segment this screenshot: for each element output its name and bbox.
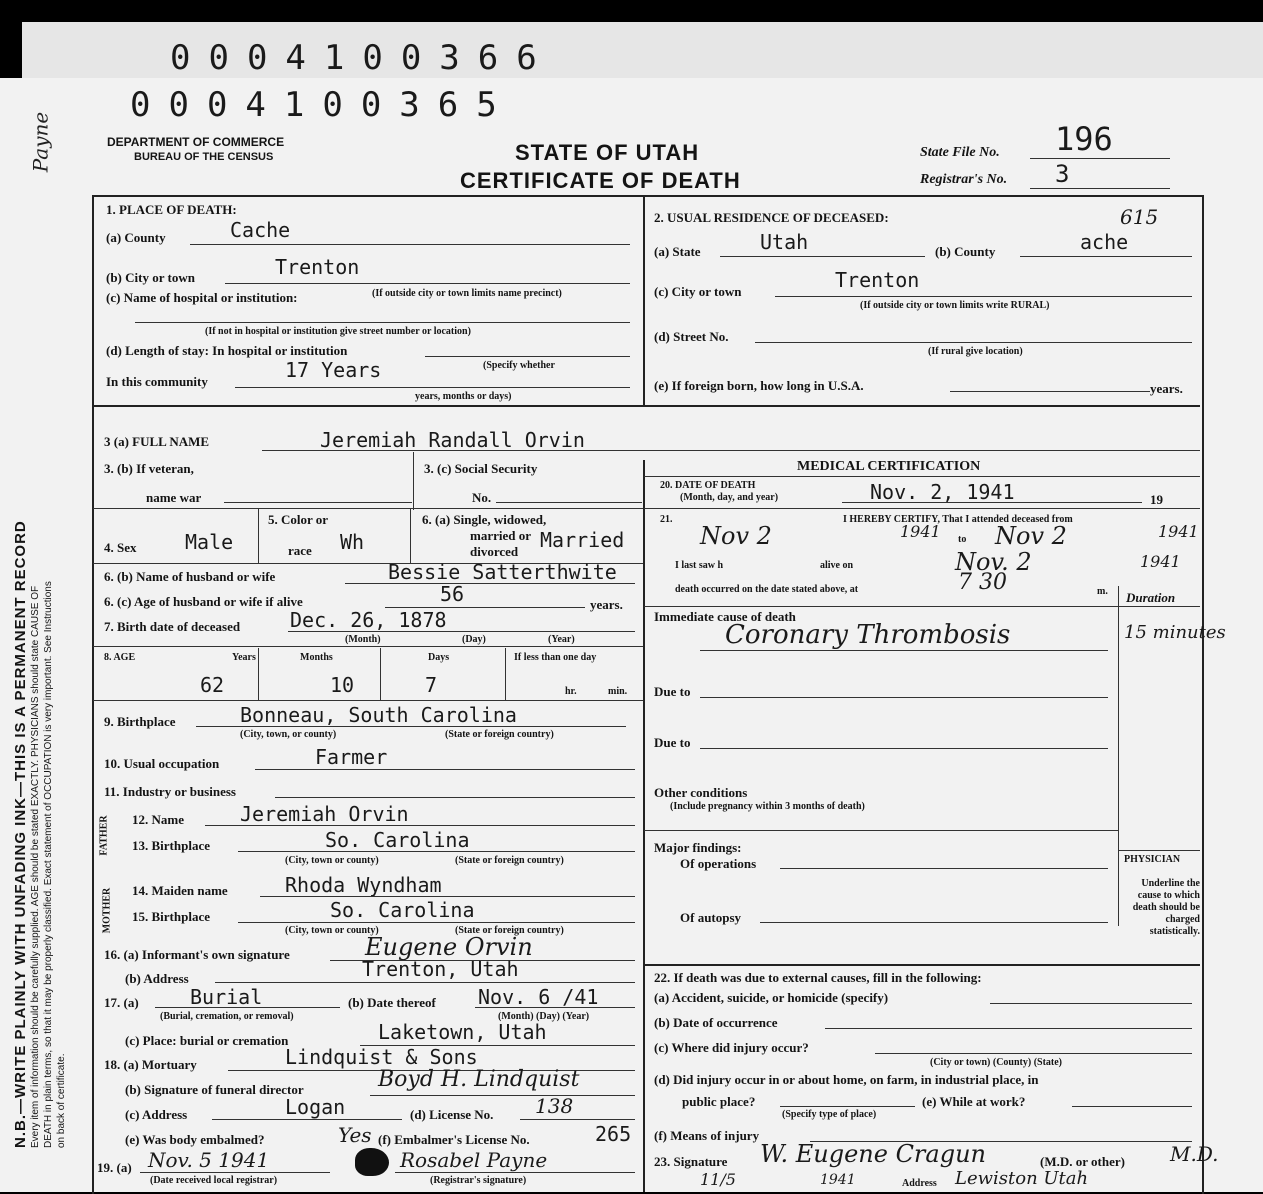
informant-address-line (215, 982, 635, 983)
hospital-line (135, 322, 630, 323)
medical-certification-heading: MEDICAL CERTIFICATION (797, 459, 981, 474)
county-value: Cache (230, 218, 291, 242)
other-conditions-label: Other conditions (654, 785, 748, 800)
due-to-label-1: Due to (654, 684, 691, 699)
license-label: (d) License No. (410, 1107, 494, 1122)
accident-label: (a) Accident, suicide, or homicide (specify) (654, 990, 889, 1005)
sex-label: 4. Sex (104, 540, 137, 555)
burial-date-note: (Month) (Day) (Year) (498, 1011, 590, 1022)
autopsy-line (760, 922, 1108, 923)
burial-date-value: Nov. 6 /41 (478, 985, 599, 1009)
city-label: (b) City or town (106, 270, 195, 285)
death-occurred-label: death occurred on the date stated above, at (675, 584, 859, 595)
industry-label: 11. Industry or business (104, 784, 236, 799)
burial-label: 17. (a) (104, 995, 139, 1010)
mother-name-value: Rhoda Wyndham (285, 873, 442, 897)
father-birthplace-value: So. Carolina (325, 828, 470, 852)
registrar-signature-line (395, 1172, 635, 1173)
residence-city-note: (If outside city or town limits write RURAL) (860, 300, 1050, 311)
mortuary-label: 18. (a) Mortuary (104, 1057, 197, 1072)
attended-to-year: 1941 (1158, 522, 1199, 541)
serial-number: 0004100365 (130, 85, 515, 125)
date-of-death-value: Nov. 2, 1941 (870, 480, 1015, 504)
medical-row-1 (644, 508, 1200, 509)
duration-divider (1118, 586, 1119, 926)
registrar-no-line (1030, 188, 1170, 189)
marital-label-3: divorced (470, 544, 519, 559)
public-place-label: public place? (682, 1094, 756, 1109)
father-birthplace-line (238, 851, 635, 852)
registrar-date-value: Nov. 5 1941 (148, 1148, 270, 1172)
residence-heading: 2. USUAL RESIDENCE OF DECEASED: (654, 210, 889, 225)
operations-line (780, 868, 1108, 869)
permanent-record-notice: N.B.—WRITE PLAINLY WITH UNFADING INK—THIS IS A PERMANENT RECORD (12, 520, 29, 1148)
age-days-label: Days (428, 652, 450, 663)
registrar-no-value: 3 (1055, 160, 1070, 188)
age-months-label: Months (300, 652, 333, 663)
community-line (235, 387, 630, 388)
informant-signature-label: 16. (a) Informant's own signature (104, 947, 290, 962)
veteran-divider (413, 452, 414, 510)
father-state-note: (State or foreign country) (455, 855, 564, 866)
father-tag: FATHER (98, 815, 110, 856)
occupation-value: Farmer (315, 745, 388, 769)
occupation-line (255, 769, 635, 770)
while-at-work-line (1072, 1106, 1192, 1107)
stay-line (425, 356, 630, 357)
md-label: (M.D. or other) (1040, 1154, 1125, 1169)
color-label: 5. Color or (268, 512, 329, 527)
embalmer-license-value: 265 (595, 1122, 632, 1146)
community-value: 17 Years (285, 358, 382, 382)
burial-line (155, 1007, 340, 1008)
injury-home-label: (d) Did injury occur in or about home, on farm, in industrial place, in (654, 1072, 1039, 1087)
mother-tag: MOTHER (101, 887, 113, 934)
residence-city-line (775, 296, 1192, 297)
sidebar-handwriting: Payne (28, 111, 53, 173)
registrar-signature-value: Rosabel Payne (400, 1148, 548, 1172)
row-divider-1 (93, 508, 643, 509)
while-at-work-label: (e) While at work? (922, 1094, 1026, 1109)
signature-year-value: 1941 (820, 1172, 856, 1188)
physician-signature-label: 23. Signature (654, 1154, 728, 1169)
death-time-value: 7 30 (958, 570, 1007, 595)
birth-day-note: (Day) (462, 634, 486, 645)
street-note: (If not in hospital or institution give street number or location) (205, 326, 471, 337)
external-section-divider (644, 964, 1200, 966)
state-file-line (1030, 158, 1170, 159)
residence-county-label: (b) County (935, 244, 996, 259)
instruction-line-2: DEATH in plain terms, so that it may be properly classified. Exact statement of OCCUPATION is very important. See Instructions (43, 581, 54, 1148)
mortuary-value: Lindquist & Sons (285, 1045, 478, 1069)
autopsy-label: Of autopsy (680, 910, 742, 925)
operations-label: Of operations (680, 856, 757, 871)
attended-from-year: 1941 (900, 522, 941, 541)
burial-date-line (475, 1007, 635, 1008)
injury-place-label: (c) Where did injury occur? (654, 1040, 809, 1055)
major-findings-label: Major findings: (654, 840, 742, 855)
race-divider (410, 508, 411, 564)
physician-line (1118, 850, 1200, 851)
funeral-director-label: (b) Signature of funeral director (125, 1082, 304, 1097)
social-security-line (496, 502, 642, 503)
state-file-label: State File No. (920, 145, 1000, 160)
spouse-age-suffix: years. (590, 597, 623, 612)
date-of-occurrence-line (825, 1028, 1192, 1029)
column-divider-bottom (643, 460, 645, 1192)
alive-on-label: alive on (820, 560, 854, 571)
city-value: Trenton (275, 255, 360, 279)
instruction-line-3: on back of certificate. (56, 1053, 67, 1148)
residence-county-value: ache (1080, 230, 1129, 254)
father-name-label: 12. Name (132, 812, 184, 827)
spouse-age-value: 56 (440, 582, 465, 606)
age-hr-label: hr. (565, 686, 577, 697)
place-of-death-heading: 1. PLACE OF DEATH: (106, 202, 237, 217)
stay-label: (d) Length of stay: In hospital or institution (106, 343, 348, 358)
residence-state-value: Utah (760, 230, 809, 254)
occupation-label: 10. Usual occupation (104, 756, 220, 771)
specify-note: (Specify whether (483, 360, 555, 371)
public-place-note: (Specify type of place) (782, 1109, 877, 1120)
county-line (190, 244, 630, 245)
birth-month-note: (Month) (345, 634, 381, 645)
medical-row-2 (644, 606, 1200, 607)
immediate-cause-label: Immediate cause of death (654, 609, 796, 624)
birthplace-label: 9. Birthplace (104, 714, 176, 729)
residence-street-note: (If rural give location) (928, 346, 1023, 357)
race-label: race (288, 543, 312, 558)
registrar-ink-blot (355, 1148, 389, 1176)
funeral-director-line (370, 1095, 635, 1096)
date-of-occurrence-label: (b) Date of occurrence (654, 1015, 778, 1030)
last-saw-value: Nov. 2 (955, 548, 1032, 576)
foreign-born-label: (e) If foreign born, how long in U.S.A. (654, 378, 864, 393)
veteran-label: 3. (b) If veteran, (104, 461, 194, 476)
mortuary-address-line (212, 1119, 402, 1120)
county-label: (a) County (106, 230, 166, 245)
spouse-line (345, 583, 635, 584)
city-line (225, 283, 630, 284)
age-months-value: 10 (330, 673, 355, 697)
foreign-born-suffix: years. (1150, 381, 1183, 396)
form-title: CERTIFICATE OF DEATH (460, 168, 741, 193)
death-time-suffix: m. (1097, 586, 1108, 597)
residence-state-label: (a) State (654, 244, 701, 259)
serial-number-top: 0004100366 (170, 38, 555, 78)
spouse-value: Bessie Satterthwite (388, 560, 617, 584)
sidebar-instructions (12, 348, 68, 1148)
due-to-label-2: Due to (654, 735, 691, 750)
bureau-label: BUREAU OF THE CENSUS (134, 151, 274, 163)
mother-birthplace-value: So. Carolina (330, 898, 475, 922)
spouse-label: 6. (b) Name of husband or wife (104, 569, 276, 584)
mother-name-label: 14. Maiden name (132, 883, 228, 898)
full-name-value: Jeremiah Randall Orvin (320, 428, 585, 452)
section-divider (93, 405, 1200, 407)
row-divider-4 (93, 700, 643, 701)
attended-to-label: to (958, 534, 967, 545)
injury-place-line (875, 1053, 1192, 1054)
date-of-death-note: (Month, day, and year) (680, 492, 779, 503)
date-of-death-line (842, 502, 1142, 503)
embalmer-license-label: (f) Embalmer's License No. (378, 1132, 530, 1147)
residence-state-line (720, 256, 925, 257)
community-label: In this community (106, 374, 208, 389)
other-conditions-note: (Include pregnancy within 3 months of death) (670, 801, 865, 812)
license-line (520, 1119, 635, 1120)
registrar-date-note: (Date received local registrar) (150, 1175, 278, 1186)
mortuary-address-value: Logan (285, 1095, 346, 1119)
veteran-line (224, 502, 412, 503)
physician-signature-value: W. Eugene Cragun (760, 1140, 986, 1168)
mother-name-line (260, 896, 635, 897)
residence-city-value: Trenton (835, 268, 920, 292)
full-name-label: 3 (a) FULL NAME (104, 434, 210, 449)
informant-signature-value: Eugene Orvin (365, 933, 533, 961)
medical-heading-line (644, 476, 1200, 477)
last-saw-label: I last saw h (675, 560, 724, 571)
age-less-label: If less than one day (514, 652, 597, 663)
specify-note-2: years, months or days) (415, 391, 512, 402)
license-value: 138 (535, 1094, 574, 1118)
burial-place-label: (c) Place: burial or cremation (125, 1033, 289, 1048)
burial-value: Burial (190, 985, 263, 1009)
mother-birthplace-label: 15. Birthplace (132, 909, 210, 924)
birth-date-label: 7. Birth date of deceased (104, 619, 241, 634)
date-of-death-label: 20. DATE OF DEATH (660, 480, 756, 491)
marital-label: 6. (a) Single, widowed, (422, 512, 547, 527)
residence-city-label: (c) City or town (654, 284, 742, 299)
father-city-note: (City, town or county) (285, 855, 379, 866)
medical-row-3 (644, 830, 1118, 831)
embalmed-label: (e) Was body embalmed? (125, 1132, 265, 1147)
informant-address-value: Trenton, Utah (362, 957, 519, 981)
external-causes-heading: 22. If death was due to external causes, fill in the following: (654, 970, 982, 985)
birthplace-line (196, 726, 626, 727)
marital-label-2: married or (470, 528, 532, 543)
mother-birthplace-line (238, 922, 635, 923)
sex-divider (258, 508, 259, 564)
residence-street-line (755, 342, 1192, 343)
column-divider-top (643, 196, 645, 406)
veteran-war-label: name war (146, 490, 202, 505)
spouse-age-label: 6. (c) Age of husband or wife if alive (104, 594, 303, 609)
burial-note: (Burial, cremation, or removal) (160, 1011, 294, 1022)
birth-date-value: Dec. 26, 1878 (290, 608, 447, 632)
full-name-line (262, 450, 1200, 451)
informant-address-label: (b) Address (125, 971, 189, 986)
duration-label: Duration (1126, 590, 1176, 605)
age-years-label: Years (232, 652, 256, 663)
birthplace-value: Bonneau, South Carolina (240, 703, 517, 727)
birthplace-state-note: (State or foreign country) (445, 729, 554, 740)
item-21-label: 21. (660, 514, 673, 525)
age-divider-2 (380, 648, 381, 700)
underline-note: Underline the cause to which death should be charged statistically. (1132, 878, 1200, 937)
attended-from-value: Nov 2 (700, 522, 772, 550)
registrar-date-line (140, 1172, 330, 1173)
father-name-line (205, 825, 635, 826)
father-name-value: Jeremiah Orvin (240, 802, 409, 826)
instruction-line-1: Every item of information should be carefully supplied. AGE should be stated EXACTLY. PHYSICIANS should state CAUSE OF (30, 585, 41, 1148)
registrar-no-label: Registrar's No. (920, 172, 1008, 187)
age-years-value: 62 (200, 673, 225, 697)
sex-value: Male (185, 530, 234, 554)
mother-city-note: (City, town or county) (285, 925, 379, 936)
mother-state-note: (State or foreign country) (455, 925, 564, 936)
immediate-cause-value: Coronary Thrombosis (725, 620, 1011, 650)
row-divider-3 (93, 646, 643, 647)
hospital-note: (If outside city or town limits name precinct) (372, 288, 562, 299)
birth-year-note: (Year) (548, 634, 575, 645)
accident-line (990, 1003, 1192, 1004)
registrar-signature-note: (Registrar's signature) (430, 1175, 527, 1186)
department-label: DEPARTMENT OF COMMERCE (107, 135, 285, 149)
md-value: M.D. (1170, 1142, 1219, 1166)
age-divider-1 (258, 648, 259, 700)
state-file-value: 196 (1055, 120, 1113, 158)
physician-address-label: Address (902, 1178, 937, 1189)
residence-annotation: 615 (1120, 205, 1159, 229)
physician-address-value: Lewiston Utah (955, 1168, 1089, 1189)
certify-label: I HEREBY CERTIFY, That I attended deceased from (843, 514, 1073, 525)
duration-value: 15 minutes (1124, 622, 1226, 643)
marital-value: Married (540, 528, 625, 552)
age-label: 8. AGE (104, 652, 136, 663)
age-divider-3 (505, 648, 506, 700)
burial-date-label: (b) Date thereof (348, 995, 436, 1010)
registrar-item-label: 19. (a) (97, 1160, 132, 1175)
physician-label: PHYSICIAN (1124, 854, 1181, 865)
mortuary-address-label: (c) Address (125, 1107, 188, 1122)
due-to-line-1 (700, 697, 1108, 698)
last-saw-year: 1941 (1140, 552, 1181, 571)
injury-place-note: (City or town) (County) (State) (930, 1057, 1063, 1068)
foreign-born-line (950, 391, 1150, 392)
means-of-injury-label: (f) Means of injury (654, 1128, 760, 1143)
residence-street-label: (d) Street No. (654, 329, 729, 344)
due-to-line-2 (700, 748, 1108, 749)
birthplace-city-note: (City, town, or county) (240, 729, 337, 740)
funeral-director-value: Boyd H. Lindquist (378, 1067, 580, 1092)
signature-date-value: 11/5 (700, 1170, 736, 1189)
burial-place-value: Laketown, Utah (378, 1020, 547, 1044)
age-min-label: min. (608, 686, 628, 697)
form-title-state: STATE OF UTAH (515, 140, 700, 165)
residence-county-line (1020, 256, 1192, 257)
age-days-value: 7 (425, 673, 438, 697)
attended-to-value: Nov 2 (995, 522, 1067, 550)
social-security-no-label: No. (472, 490, 492, 505)
immediate-cause-line (700, 650, 1108, 651)
father-birthplace-label: 13. Birthplace (132, 838, 210, 853)
hospital-label: (c) Name of hospital or institution: (106, 290, 298, 305)
industry-line (275, 797, 635, 798)
embalmed-value: Yes (338, 1123, 372, 1147)
date-of-death-suffix: 19 (1150, 492, 1163, 507)
birth-date-line (288, 631, 635, 632)
race-value: Wh (340, 530, 365, 554)
public-place-line (780, 1106, 915, 1107)
social-security-label: 3. (c) Social Security (424, 461, 538, 476)
